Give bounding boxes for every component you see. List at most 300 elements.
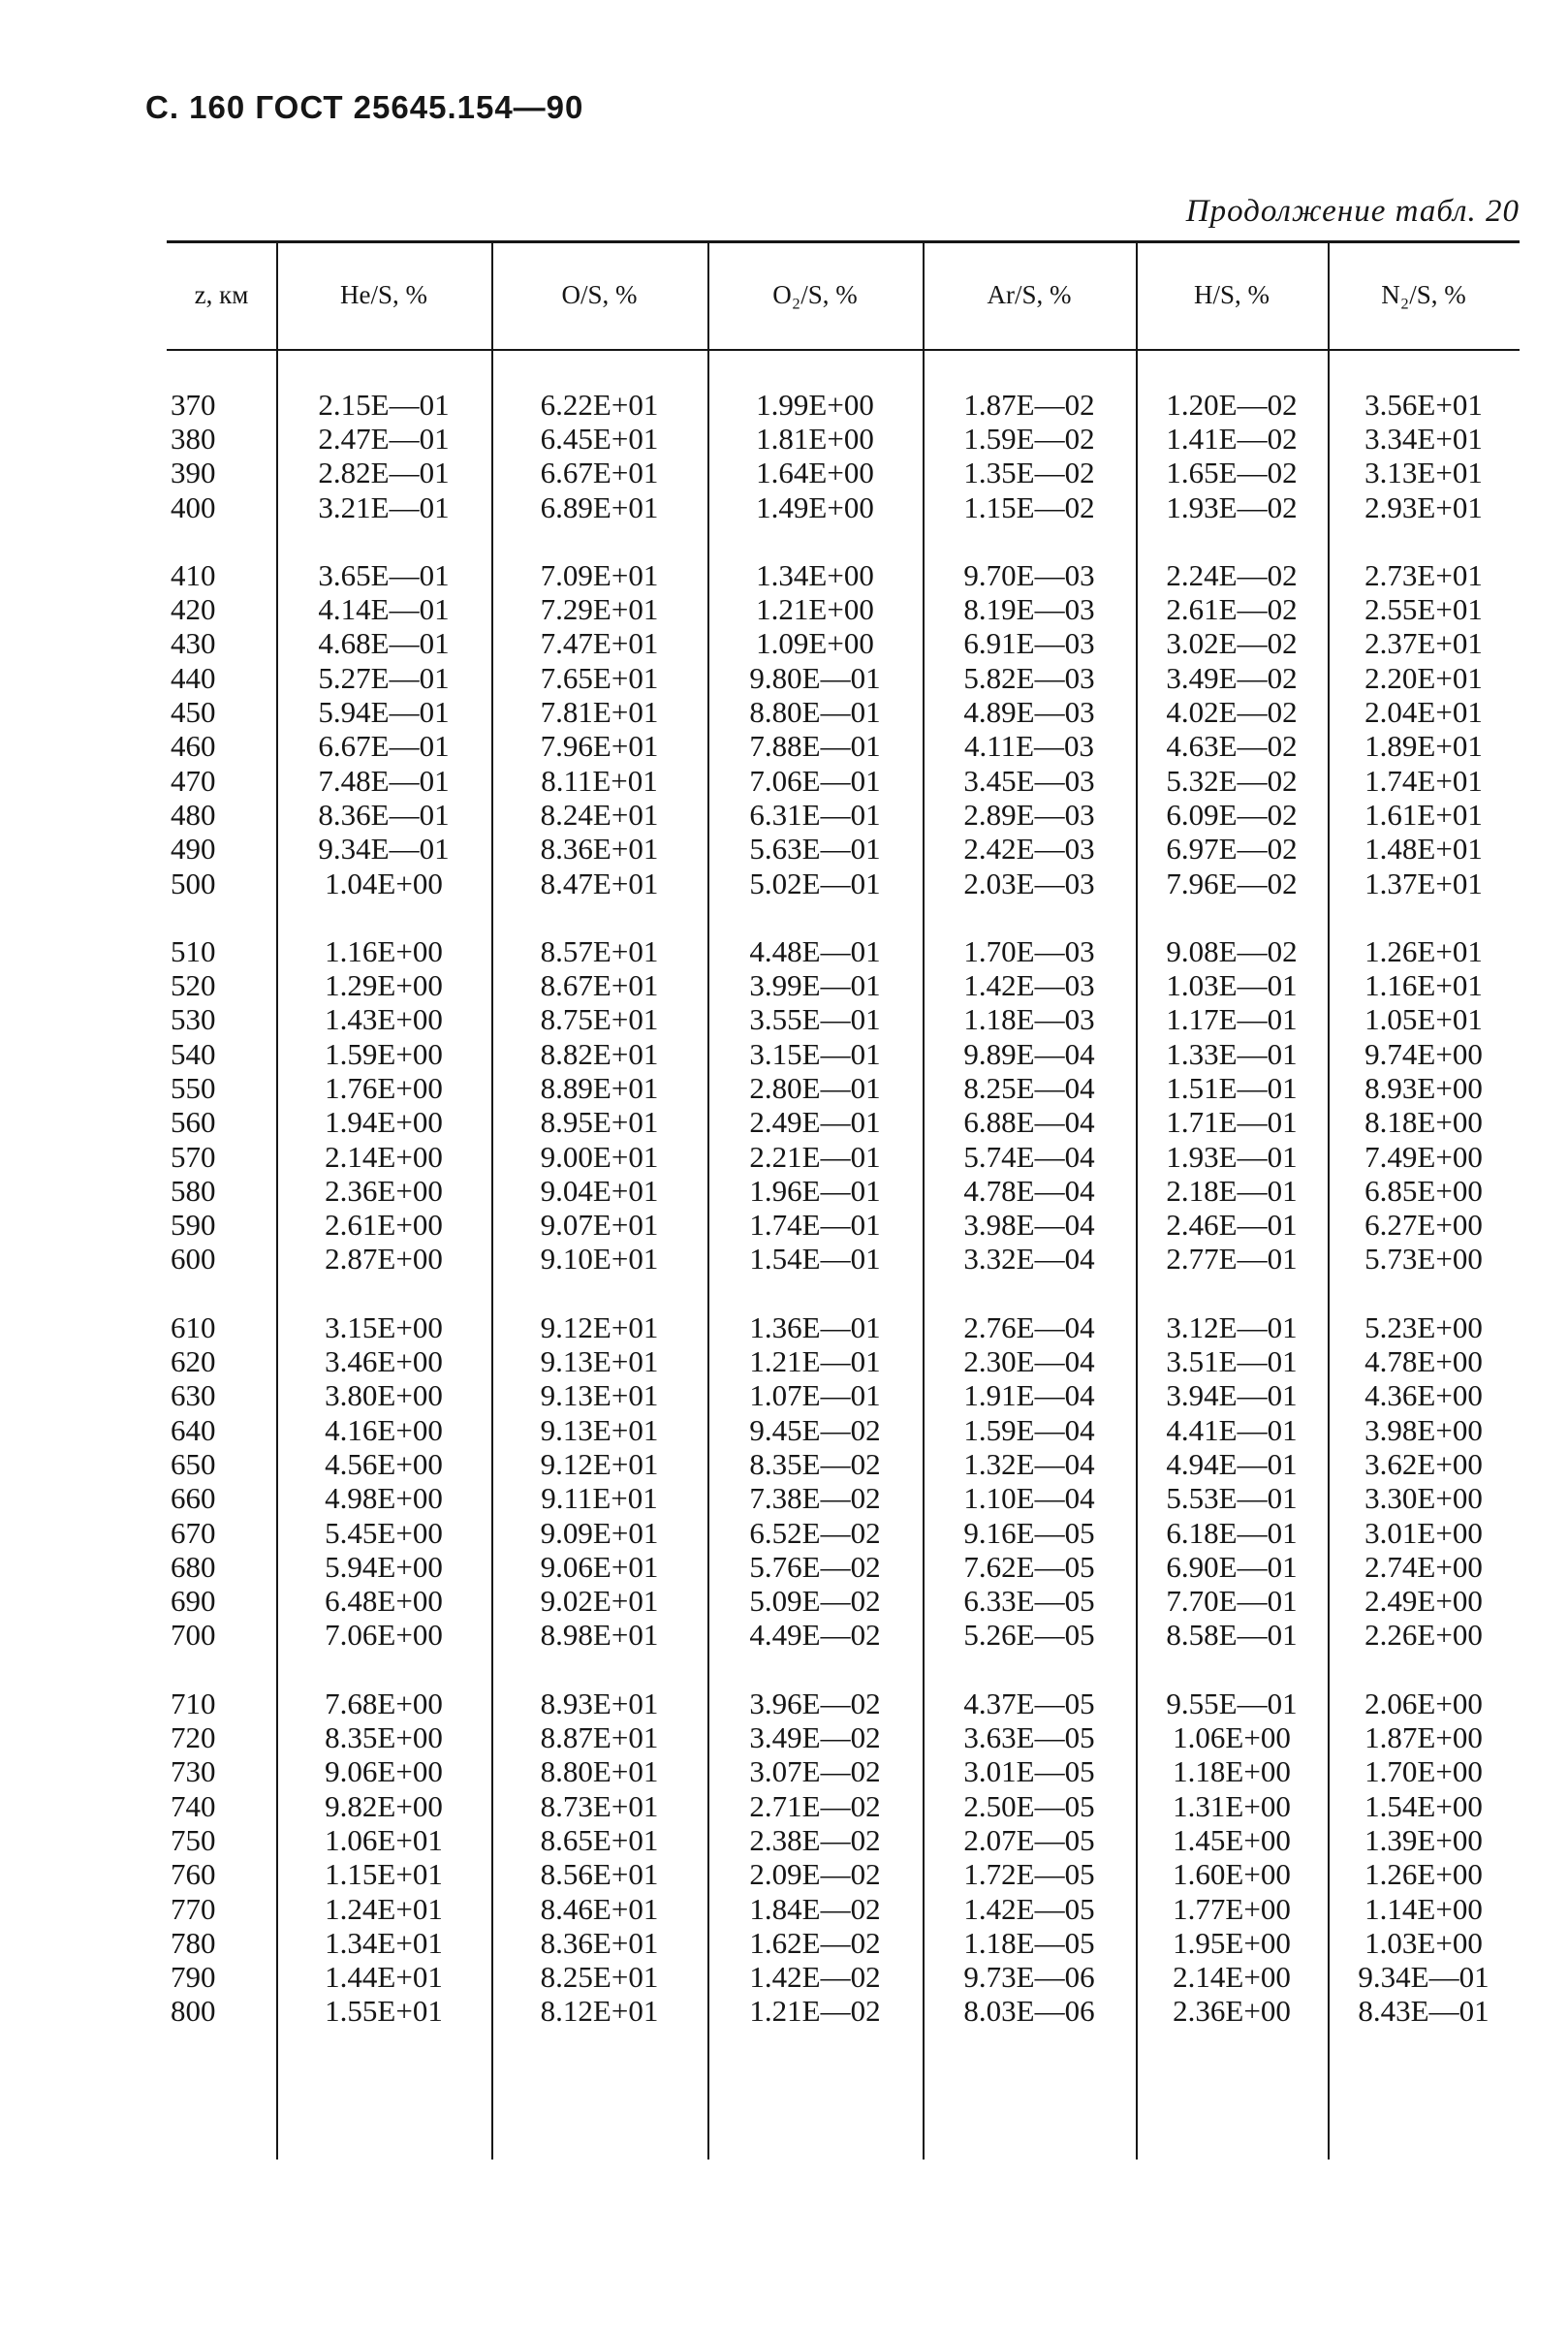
cell-z: 730 (171, 1754, 216, 1789)
cell-n2: 4.78E+00 (1364, 1344, 1483, 1379)
table-row (167, 388, 1520, 422)
cell-he: 5.45E+00 (325, 1515, 443, 1550)
cell-n2: 1.89E+01 (1364, 729, 1483, 764)
cell-ar: 9.16E—05 (963, 1515, 1095, 1550)
cell-n2: 1.03E+00 (1364, 1925, 1483, 1960)
column-header-he: He/S, % (340, 279, 427, 309)
cell-z: 470 (171, 763, 216, 798)
cell-o: 7.65E+01 (540, 660, 659, 695)
cell-o2: 5.02E—01 (749, 866, 881, 900)
cell-n2: 2.93E+01 (1364, 489, 1483, 524)
cell-n2: 3.30E+00 (1364, 1481, 1483, 1516)
cell-he: 1.94E+00 (325, 1105, 443, 1140)
cell-o2: 1.96E—01 (749, 1173, 881, 1208)
cell-n2: 1.26E+00 (1364, 1857, 1483, 1892)
cell-z: 580 (171, 1173, 216, 1208)
cell-z: 740 (171, 1788, 216, 1823)
cell-z: 480 (171, 797, 216, 832)
cell-n2: 1.87E+00 (1364, 1720, 1483, 1755)
cell-z: 770 (171, 1891, 216, 1926)
cell-n2: 2.20E+01 (1364, 660, 1483, 695)
cell-o2: 2.09E—02 (749, 1857, 881, 1892)
cell-o2: 1.99E+00 (756, 387, 874, 422)
cell-ar: 3.01E—05 (963, 1754, 1095, 1789)
cell-o: 9.00E+01 (540, 1139, 659, 1174)
table-row (167, 1823, 1520, 1857)
table-row (167, 1037, 1520, 1071)
cell-o: 8.57E+01 (540, 933, 659, 968)
cell-h: 3.94E—01 (1166, 1378, 1298, 1413)
table-row (167, 867, 1520, 900)
cell-o: 8.87E+01 (540, 1720, 659, 1755)
cell-o: 7.47E+01 (540, 626, 659, 661)
cell-he: 5.27E—01 (318, 660, 450, 695)
cell-n2: 1.48E+01 (1364, 832, 1483, 867)
cell-o2: 1.09E+00 (756, 626, 874, 661)
table-row (167, 1140, 1520, 1174)
cell-o: 8.73E+01 (540, 1788, 659, 1823)
table-row (167, 1243, 1520, 1277)
cell-o: 9.07E+01 (540, 1208, 659, 1243)
cell-z: 670 (171, 1515, 216, 1550)
cell-ar: 6.91E—03 (963, 626, 1095, 661)
cell-n2: 8.93E+00 (1364, 1071, 1483, 1105)
cell-h: 3.51E—01 (1166, 1344, 1298, 1379)
cell-n2: 1.70E+00 (1364, 1754, 1483, 1789)
cell-ar: 9.70E—03 (963, 557, 1095, 592)
cell-h: 2.46E—01 (1166, 1208, 1298, 1243)
table-row (167, 1310, 1520, 1344)
cell-h: 6.97E—02 (1166, 832, 1298, 867)
column-header-o2: O₂/S, % (772, 279, 858, 309)
cell-h: 3.02E—02 (1166, 626, 1298, 661)
cell-z: 780 (171, 1925, 216, 1960)
cell-he: 5.94E—01 (318, 695, 450, 730)
cell-n2: 2.49E+00 (1364, 1584, 1483, 1619)
table-row (167, 1687, 1520, 1720)
cell-ar: 1.18E—03 (963, 1002, 1095, 1037)
cell-o2: 2.21E—01 (749, 1139, 881, 1174)
cell-ar: 2.76E—04 (963, 1309, 1095, 1344)
cell-z: 620 (171, 1344, 216, 1379)
table-row (167, 833, 1520, 867)
table-row (167, 730, 1520, 764)
cell-h: 1.03E—01 (1166, 968, 1298, 1003)
cell-z: 610 (171, 1309, 216, 1344)
cell-o2: 1.81E+00 (756, 421, 874, 456)
cell-o2: 6.31E—01 (749, 797, 881, 832)
column-header-ar: Ar/S, % (987, 279, 1072, 309)
table-row (167, 1106, 1520, 1140)
cell-he: 4.98E+00 (325, 1481, 443, 1516)
cell-z: 430 (171, 626, 216, 661)
cell-n2: 9.74E+00 (1364, 1036, 1483, 1071)
cell-o2: 3.55E—01 (749, 1002, 881, 1037)
cell-h: 6.18E—01 (1166, 1515, 1298, 1550)
cell-z: 590 (171, 1208, 216, 1243)
table-row (167, 1619, 1520, 1653)
table-row (167, 592, 1520, 626)
table-row (167, 1447, 1520, 1481)
cell-o2: 8.80E—01 (749, 695, 881, 730)
cell-o2: 2.80E—01 (749, 1071, 881, 1105)
cell-z: 700 (171, 1618, 216, 1653)
cell-he: 1.15E+01 (325, 1857, 443, 1892)
cell-ar: 9.73E—06 (963, 1960, 1095, 1995)
cell-n2: 1.14E+00 (1364, 1891, 1483, 1926)
cell-he: 5.94E+00 (325, 1549, 443, 1584)
cell-o2: 1.34E+00 (756, 557, 874, 592)
cell-he: 7.68E+00 (325, 1686, 443, 1720)
cell-he: 7.06E+00 (325, 1618, 443, 1653)
cell-ar: 8.19E—03 (963, 592, 1095, 627)
cell-z: 640 (171, 1412, 216, 1447)
cell-o: 8.24E+01 (540, 797, 659, 832)
cell-z: 710 (171, 1686, 216, 1720)
table-header (167, 240, 1520, 349)
cell-z: 760 (171, 1857, 216, 1892)
cell-he: 4.16E+00 (325, 1412, 443, 1447)
cell-o2: 1.42E—02 (749, 1960, 881, 1995)
cell-z: 500 (171, 866, 216, 900)
cell-he: 2.36E+00 (325, 1173, 443, 1208)
cell-ar: 7.62E—05 (963, 1549, 1095, 1584)
cell-o: 9.09E+01 (540, 1515, 659, 1550)
cell-o2: 2.38E—02 (749, 1822, 881, 1857)
cell-z: 690 (171, 1584, 216, 1619)
cell-z: 660 (171, 1481, 216, 1516)
cell-h: 4.41E—01 (1166, 1412, 1298, 1447)
cell-ar: 4.78E—04 (963, 1173, 1095, 1208)
cell-n2: 3.98E+00 (1364, 1412, 1483, 1447)
cell-n2: 8.43E—01 (1358, 1994, 1490, 2029)
cell-h: 7.96E—02 (1166, 866, 1298, 900)
table-row (167, 1926, 1520, 1960)
cell-o: 9.06E+01 (540, 1549, 659, 1584)
table-row (167, 1209, 1520, 1243)
cell-he: 2.47E—01 (318, 421, 450, 456)
table-row (167, 558, 1520, 592)
cell-he: 1.43E+00 (325, 1002, 443, 1037)
column-header-n2: N₂/S, % (1381, 279, 1466, 309)
cell-ar: 2.03E—03 (963, 866, 1095, 900)
table-row (167, 1482, 1520, 1516)
group-spacer (167, 900, 1520, 934)
cell-ar: 2.07E—05 (963, 1822, 1095, 1857)
cell-h: 5.53E—01 (1166, 1481, 1298, 1516)
cell-o2: 3.07E—02 (749, 1754, 881, 1789)
cell-n2: 2.73E+01 (1364, 557, 1483, 592)
table-row (167, 1550, 1520, 1584)
cell-ar: 1.59E—04 (963, 1412, 1095, 1447)
cell-z: 490 (171, 832, 216, 867)
cell-z: 380 (171, 421, 216, 456)
table-row (167, 1892, 1520, 1926)
cell-z: 570 (171, 1139, 216, 1174)
cell-he: 1.55E+01 (325, 1994, 443, 2029)
cell-o: 8.80E+01 (540, 1754, 659, 1789)
cell-ar: 9.89E—04 (963, 1036, 1095, 1071)
cell-n2: 1.05E+01 (1364, 1002, 1483, 1037)
cell-o: 8.56E+01 (540, 1857, 659, 1892)
cell-n2: 5.23E+00 (1364, 1309, 1483, 1344)
cell-he: 1.16E+00 (325, 933, 443, 968)
cell-ar: 4.11E—03 (963, 729, 1095, 764)
cell-n2: 3.34E+01 (1364, 421, 1483, 456)
cell-he: 7.48E—01 (318, 763, 450, 798)
cell-ar: 1.18E—05 (963, 1925, 1095, 1960)
cell-o: 8.36E+01 (540, 1925, 659, 1960)
column-header-o: O/S, % (561, 279, 638, 309)
cell-o2: 7.06E—01 (749, 763, 881, 798)
cell-o: 8.47E+01 (540, 866, 659, 900)
cell-o: 8.11E+01 (541, 763, 658, 798)
data-table (167, 240, 1520, 2160)
cell-ar: 1.70E—03 (963, 933, 1095, 968)
cell-o: 6.45E+01 (540, 421, 659, 456)
cell-z: 540 (171, 1036, 216, 1071)
table-row (167, 457, 1520, 490)
cell-h: 1.06E+00 (1173, 1720, 1291, 1755)
cell-o: 8.46E+01 (540, 1891, 659, 1926)
table-row (167, 1960, 1520, 1994)
table-row (167, 490, 1520, 524)
cell-n2: 2.06E+00 (1364, 1686, 1483, 1720)
cell-o2: 1.21E—01 (749, 1344, 881, 1379)
cell-h: 1.60E+00 (1173, 1857, 1291, 1892)
cell-he: 3.46E+00 (325, 1344, 443, 1379)
page-header: С. 160 ГОСТ 25645.154—90 (145, 89, 584, 125)
cell-o: 6.22E+01 (540, 387, 659, 422)
cell-n2: 2.26E+00 (1364, 1618, 1483, 1653)
cell-ar: 1.10E—04 (963, 1481, 1095, 1516)
cell-he: 4.68E—01 (318, 626, 450, 661)
cell-n2: 8.18E+00 (1364, 1105, 1483, 1140)
cell-he: 1.24E+01 (325, 1891, 443, 1926)
cell-he: 1.76E+00 (325, 1071, 443, 1105)
cell-h: 2.61E—02 (1166, 592, 1298, 627)
cell-z: 750 (171, 1822, 216, 1857)
cell-o2: 1.54E—01 (749, 1242, 881, 1277)
cell-o: 9.12E+01 (540, 1309, 659, 1344)
cell-o2: 1.21E+00 (756, 592, 874, 627)
cell-h: 1.51E—01 (1166, 1071, 1298, 1105)
cell-z: 800 (171, 1994, 216, 2029)
cell-n2: 9.34E—01 (1358, 1960, 1490, 1995)
cell-he: 1.44E+01 (325, 1960, 443, 1995)
cell-ar: 1.35E—02 (963, 456, 1095, 490)
cell-n2: 1.61E+01 (1364, 797, 1483, 832)
table-row (167, 1413, 1520, 1447)
cell-o2: 1.07E—01 (749, 1378, 881, 1413)
table-header-rule (167, 349, 1520, 351)
cell-ar: 2.89E—03 (963, 797, 1095, 832)
cell-he: 3.15E+00 (325, 1309, 443, 1344)
cell-o: 8.65E+01 (540, 1822, 659, 1857)
cell-o2: 3.99E—01 (749, 968, 881, 1003)
cell-o: 6.67E+01 (540, 456, 659, 490)
table-row (167, 422, 1520, 456)
cell-ar: 2.42E—03 (963, 832, 1095, 867)
cell-o: 8.98E+01 (540, 1618, 659, 1653)
table-row (167, 798, 1520, 832)
table-row (167, 1858, 1520, 1892)
cell-h: 6.90E—01 (1166, 1549, 1298, 1584)
table-row (167, 1174, 1520, 1208)
cell-ar: 8.25E—04 (963, 1071, 1095, 1105)
cell-n2: 2.55E+01 (1364, 592, 1483, 627)
cell-ar: 8.03E—06 (963, 1994, 1095, 2029)
group-spacer (167, 1277, 1520, 1310)
cell-o: 9.13E+01 (540, 1344, 659, 1379)
cell-z: 630 (171, 1378, 216, 1413)
cell-n2: 2.04E+01 (1364, 695, 1483, 730)
cell-o: 9.10E+01 (540, 1242, 659, 1277)
cell-he: 1.04E+00 (325, 866, 443, 900)
cell-h: 7.70E—01 (1166, 1584, 1298, 1619)
cell-o: 7.09E+01 (540, 557, 659, 592)
cell-o: 8.89E+01 (540, 1071, 659, 1105)
cell-he: 9.82E+00 (325, 1788, 443, 1823)
cell-he: 2.15E—01 (318, 387, 450, 422)
cell-h: 2.14E+00 (1173, 1960, 1291, 1995)
cell-he: 1.06E+01 (325, 1822, 443, 1857)
table-row (167, 1344, 1520, 1378)
cell-he: 8.35E+00 (325, 1720, 443, 1755)
cell-ar: 2.50E—05 (963, 1788, 1095, 1823)
cell-o2: 3.96E—02 (749, 1686, 881, 1720)
cell-h: 9.08E—02 (1166, 933, 1298, 968)
cell-h: 4.94E—01 (1166, 1446, 1298, 1481)
cell-z: 460 (171, 729, 216, 764)
cell-o: 7.29E+01 (540, 592, 659, 627)
cell-he: 2.61E+00 (325, 1208, 443, 1243)
cell-o: 9.02E+01 (540, 1584, 659, 1619)
cell-ar: 1.15E—02 (963, 489, 1095, 524)
cell-he: 8.36E—01 (318, 797, 450, 832)
cell-z: 790 (171, 1960, 216, 1995)
table-row (167, 627, 1520, 661)
cell-n2: 3.01E+00 (1364, 1515, 1483, 1550)
cell-n2: 1.74E+01 (1364, 763, 1483, 798)
cell-ar: 1.72E—05 (963, 1857, 1095, 1892)
cell-h: 3.12E—01 (1166, 1309, 1298, 1344)
cell-z: 400 (171, 489, 216, 524)
cell-n2: 3.56E+01 (1364, 387, 1483, 422)
cell-ar: 2.30E—04 (963, 1344, 1095, 1379)
cell-o: 7.96E+01 (540, 729, 659, 764)
cell-o: 8.93E+01 (540, 1686, 659, 1720)
cell-o2: 9.45E—02 (749, 1412, 881, 1447)
cell-z: 600 (171, 1242, 216, 1277)
cell-he: 2.87E+00 (325, 1242, 443, 1277)
cell-h: 2.77E—01 (1166, 1242, 1298, 1277)
cell-o: 9.11E+01 (541, 1481, 658, 1516)
cell-ar: 1.42E—05 (963, 1891, 1095, 1926)
cell-he: 6.67E—01 (318, 729, 450, 764)
cell-n2: 2.74E+00 (1364, 1549, 1483, 1584)
cell-he: 1.34E+01 (325, 1925, 443, 1960)
cell-ar: 3.63E—05 (963, 1720, 1095, 1755)
cell-o2: 1.74E—01 (749, 1208, 881, 1243)
cell-o2: 1.84E—02 (749, 1891, 881, 1926)
table-row (167, 1720, 1520, 1754)
cell-o: 8.25E+01 (540, 1960, 659, 1995)
cell-o: 9.04E+01 (540, 1173, 659, 1208)
cell-ar: 4.89E—03 (963, 695, 1095, 730)
cell-he: 3.21E—01 (318, 489, 450, 524)
cell-n2: 4.36E+00 (1364, 1378, 1483, 1413)
cell-o: 8.82E+01 (540, 1036, 659, 1071)
cell-z: 510 (171, 933, 216, 968)
table-row (167, 968, 1520, 1002)
cell-o2: 5.76E—02 (749, 1549, 881, 1584)
cell-n2: 1.54E+00 (1364, 1788, 1483, 1823)
cell-o2: 3.49E—02 (749, 1720, 881, 1755)
cell-ar: 5.26E—05 (963, 1618, 1095, 1653)
cell-he: 9.34E—01 (318, 832, 450, 867)
cell-o2: 2.71E—02 (749, 1788, 881, 1823)
cell-o2: 5.09E—02 (749, 1584, 881, 1619)
cell-z: 530 (171, 1002, 216, 1037)
cell-n2: 7.49E+00 (1364, 1139, 1483, 1174)
cell-n2: 6.85E+00 (1364, 1173, 1483, 1208)
cell-he: 4.14E—01 (318, 592, 450, 627)
cell-h: 5.32E—02 (1166, 763, 1298, 798)
cell-o: 8.67E+01 (540, 968, 659, 1003)
cell-z: 720 (171, 1720, 216, 1755)
cell-h: 1.20E—02 (1166, 387, 1298, 422)
cell-he: 3.65E—01 (318, 557, 450, 592)
cell-ar: 6.88E—04 (963, 1105, 1095, 1140)
cell-ar: 3.32E—04 (963, 1242, 1095, 1277)
table-row (167, 1071, 1520, 1105)
cell-ar: 3.98E—04 (963, 1208, 1095, 1243)
cell-h: 1.93E—01 (1166, 1139, 1298, 1174)
cell-ar: 3.45E—03 (963, 763, 1095, 798)
cell-h: 1.17E—01 (1166, 1002, 1298, 1037)
cell-o2: 4.49E—02 (749, 1618, 881, 1653)
cell-h: 1.18E+00 (1173, 1754, 1291, 1789)
cell-o2: 1.21E—02 (749, 1994, 881, 2029)
cell-o2: 1.36E—01 (749, 1309, 881, 1344)
cell-h: 1.77E+00 (1173, 1891, 1291, 1926)
cell-h: 1.41E—02 (1166, 421, 1298, 456)
table-row (167, 1585, 1520, 1619)
cell-he: 3.80E+00 (325, 1378, 443, 1413)
cell-o2: 3.15E—01 (749, 1036, 881, 1071)
cell-o2: 5.63E—01 (749, 832, 881, 867)
cell-ar: 1.32E—04 (963, 1446, 1095, 1481)
cell-h: 3.49E—02 (1166, 660, 1298, 695)
cell-z: 410 (171, 557, 216, 592)
cell-he: 1.59E+00 (325, 1036, 443, 1071)
column-header-h: H/S, % (1193, 279, 1270, 309)
cell-n2: 3.13E+01 (1364, 456, 1483, 490)
cell-z: 370 (171, 387, 216, 422)
table-row (167, 1516, 1520, 1550)
cell-h: 8.58E—01 (1166, 1618, 1298, 1653)
cell-z: 440 (171, 660, 216, 695)
cell-o2: 1.64E+00 (756, 456, 874, 490)
cell-n2: 2.37E+01 (1364, 626, 1483, 661)
cell-o2: 7.88E—01 (749, 729, 881, 764)
cell-z: 680 (171, 1549, 216, 1584)
cell-ar: 1.87E—02 (963, 387, 1095, 422)
cell-he: 1.29E+00 (325, 968, 443, 1003)
cell-h: 2.18E—01 (1166, 1173, 1298, 1208)
cell-o2: 9.80E—01 (749, 660, 881, 695)
